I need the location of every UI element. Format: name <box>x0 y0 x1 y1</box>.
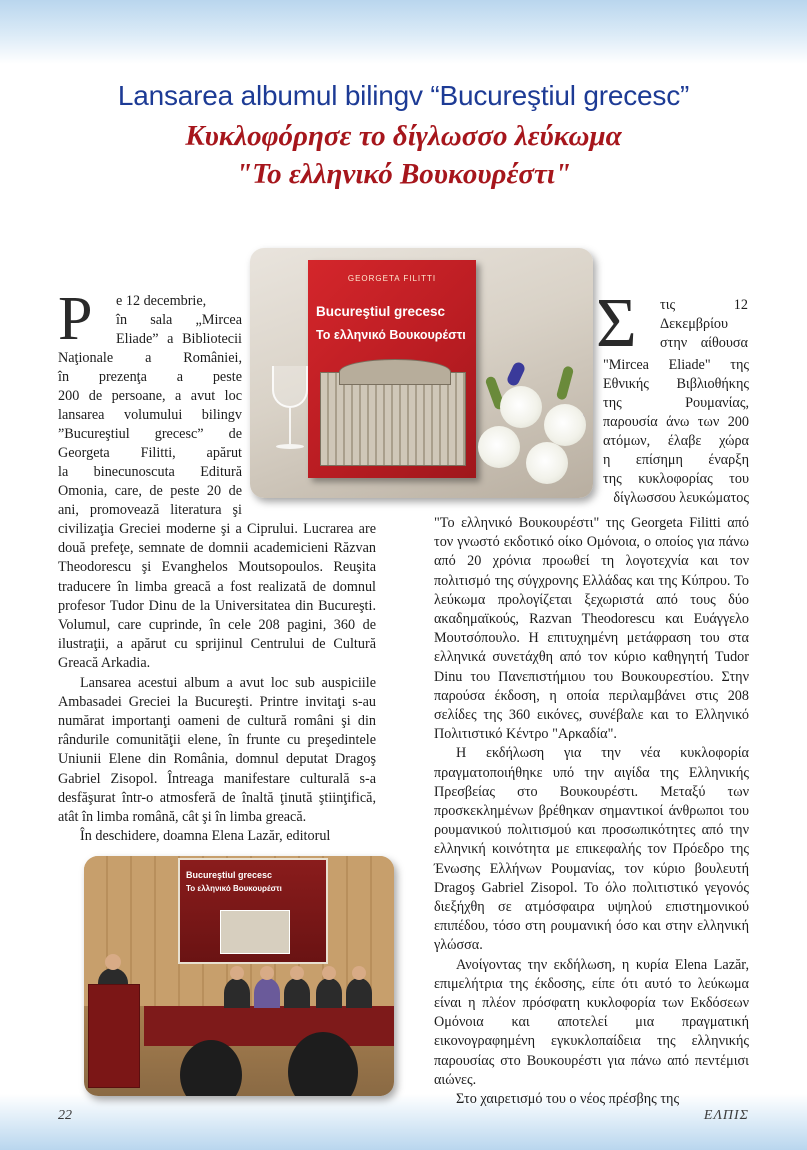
greek-narrow-line: Εθνικής Βιβλιοθήκης <box>603 376 749 392</box>
greek-dropcap-wrap <box>596 285 656 362</box>
greek-narrow-line: "Mircea Eliade" της <box>603 357 749 373</box>
article-title-romanian: Lansarea albumul bilingv “Bucureştiul grecesc” <box>117 80 690 111</box>
screen-title-romanian: Bucureştiul grecesc <box>186 870 273 880</box>
conference-photo <box>84 856 394 1096</box>
book-title-greek: Το ελληνικό Βουκουρέστι <box>316 328 466 342</box>
greek-narrow-line: της κυκλοφορίας του <box>603 471 749 487</box>
wine-glass-image <box>268 366 312 456</box>
greek-narrow-line: της Ρουμανίας, <box>603 395 749 411</box>
greek-narrow-line: η επίσημη έναρξη <box>603 452 749 468</box>
narrow-line: e 12 decembrie, <box>116 293 207 309</box>
greek-paragraph-1: "Το ελληνικό Βουκουρέστι" της Georgeta Filitti από τον γνωστό εκδοτικό οίκο Ομόνοια, ο οποίος για πάνω από 20 χρόνια προωθεί τη λογοτεχνία και τον πολιτισμό της σύγχρονης Ελλάδας και της Κύπρου. Το λεύκωμα προλογίζεται ξεχωριστά από τους δύο ακαδημαϊκούς, Razvan Theodorescu και Ευάγγελο Μουτσόπουλο. Η επιτυχημένη μετάφραση του στα ελληνικά συνετάχθη από τον κύριο καθηγητή Tudor Dinu του Πανεπιστήμιου του Βουκουρεστίου. Στην παρούσα έκδοση, η οποία περιλαμβάνει στις 208 σελίδες της 360 εικόνες, συνέβαλε και το Ελληνικό Πολιτιστικό Κέντρο "Αρκαδία". <box>434 515 749 743</box>
book-photo <box>250 248 593 498</box>
article-title-greek-line1: Κυκλοφόρησε το δίγλωσσο λεύκωμα <box>185 120 622 152</box>
book-author: GEORGETA FILITTI <box>347 274 437 283</box>
narrow-line: în prezenţa a peste <box>58 369 242 385</box>
magazine-name: ΕΛΠΙΣ <box>703 1108 749 1123</box>
narrow-line: la binecunoscuta Editură <box>58 464 242 480</box>
presidium-table <box>144 1006 394 1046</box>
narrow-line: 200 de persoane, a avut loc <box>58 388 242 404</box>
romanian-dropcap: P <box>58 285 93 353</box>
book-title-romanian: Bucureştiul grecesc <box>316 304 446 319</box>
narrow-line: în sala „Mircea <box>116 312 242 328</box>
greek-paragraph-2: Η εκδήλωση για την νέα κυκλοφορία πραγματοποιήθηκε υπό την αιγίδα της Ελληνικής Πρεσβείας στο Βουκουρέστι. Μεταξύ των προσκεκλημένων βρέθηκαν σημαντικοί άνθρωποι του ρουμανικού πολιτισμού και προσωπικότητες από την ελληνική κοινότητα με επικεφαλής τον Πρόεδρο της Ένωσης Ελλήνων Ρουμανίας, τον κύριο βουλευτή Dragoş Gabriel Zisopol. Το όλο πολιτιστικό γεγονός διεξήχθη σε ατμόσφαιρα υψηλού επιστημονικού επιπέδου, τόσο στη ρουμανική όσο και στην ελληνική γλώσσα. <box>434 745 749 954</box>
greek-cap-line: στην αίθουσα <box>660 335 748 351</box>
narrow-line: ani, promovează literatura şi <box>58 502 242 518</box>
greek-dropcap: Σ <box>596 285 637 362</box>
narrow-line: Naţionale a României, <box>58 350 242 366</box>
book-cover-illustration <box>320 372 466 466</box>
romanian-column-body <box>58 520 376 846</box>
romanian-paragraph-3: În deschidere, doamna Elena Lazăr, editorul <box>80 828 331 845</box>
romanian-paragraph-1: civilizaţia Greciei moderne şi a Ciprului. Lucrarea are două prefeţe, semnate de domnii academicieni Răzvan Theodorescu şi Evanghelos Moutsopoulos. Reuşita traducere în limba greacă a fost realizată de domnul profesor Tudor Dinu de la Universitatea din Bucureşti. Volumul, care cuprinde, în cele 208 pagini, 360 de ilustraţii, a apărut cu sprijinul Centrului de Cultură Greacă Arkadia. <box>58 521 376 672</box>
greek-paragraph-4: Στο χαιρετισμό του ο νέος πρέσβης της <box>456 1091 680 1108</box>
flowers-image <box>470 356 590 486</box>
greek-paragraph-3: Ανοίγοντας την εκδήλωση, η κυρία Elena Lazăr, επιμελήτρια της έκδοσης, είπε ότι αυτό το λεύκωμα είναι η πλέον πρόσφατη κυκλοφορία των Εκδόσεων Ομόνοια και αποτελεί μια πραγματική εικονογραφημένη εγκυκλοπαίδεια της ελληνικής παρουσίας στο Βουκουρέστι για πάνω από πεντέμισι αιώνες. <box>434 956 749 1088</box>
speaker-podium <box>88 984 140 1088</box>
romanian-paragraph-2: Lansarea acestui album a avut loc sub auspiciile Ambasadei Greciei la Bucureşti. Printre invitaţi s-au numărat importanţi oameni de cultură români şi din rândurile comunităţii elene, în frunte cu preşedintele Uniunii Elene din România, domnul deputat Dragoş Gabriel Zisopol. Întreaga manifestare culturală s-a desfăşurat într-o atmosferă de înaltă ţinută ştiinţifică, atât în limba română, cât şi în limba greacă. <box>58 674 376 826</box>
narrow-line: ”Bucureştiul grecesc” de <box>58 426 242 442</box>
greek-column-body <box>434 514 749 1109</box>
narrow-line: Omonia, care, de peste 20 de <box>58 483 242 499</box>
greek-narrow-line: δίγλωσσου λευκώματος <box>613 490 749 506</box>
greek-narrow-line: ατόμων, έλαβε χώρα <box>603 433 749 449</box>
page-number: 22 <box>58 1108 72 1123</box>
top-decorative-band <box>0 0 807 64</box>
narrow-line: Eliade” a Bibliotecii <box>116 331 242 347</box>
screen-title-greek: Το ελληνικό Βουκουρέστι <box>186 884 282 893</box>
greek-cap-line: τις 12 <box>660 297 748 313</box>
narrow-line: Georgeta Filitti, apărut <box>58 445 242 461</box>
greek-cap-line: Δεκεμβρίου <box>660 316 729 332</box>
article-title-greek-line2: "Το ελληνικό Βουκουρέστι" <box>235 158 572 190</box>
greek-narrow-line: παρουσία άνω των 200 <box>603 414 749 430</box>
projection-screen <box>178 858 328 964</box>
narrow-line: lansarea volumului bilingv <box>58 407 242 423</box>
